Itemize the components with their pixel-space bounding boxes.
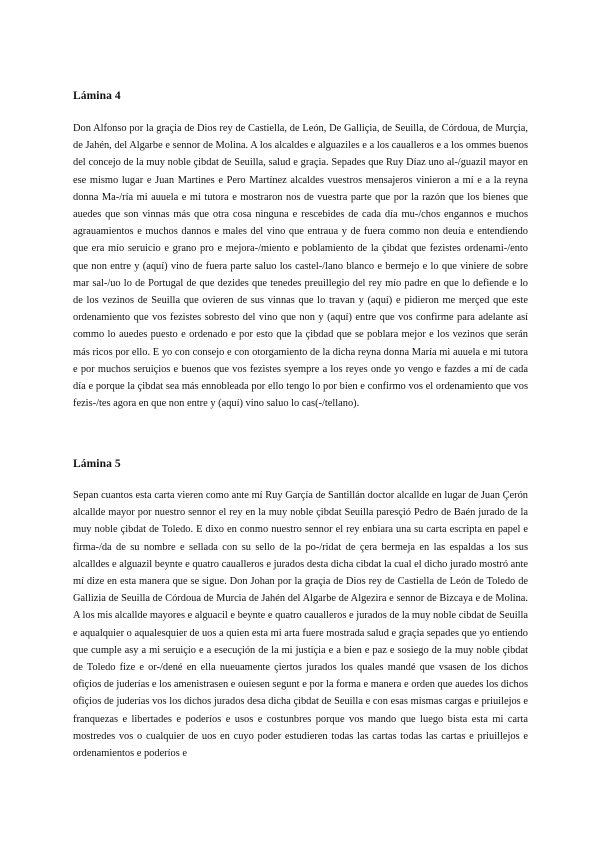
section-body-lamina-5: Sepan cuantos esta carta vieren como ante mí Ruy Garçía de Santillán doctor alcallde en lugar de Juan Çerón alcallde mayor por nuestro sennor el rey en la muy noble çibdat Seuilla paresçió Pedro de Baén jurado de la muy noble çibdat de Toledo. E dixo en conmo nuestro sennor el rey enbiara una su carta escripta en papel e firma-/da de su nombre e sellada con su sello de la po-/ridat de çera bermeja en las espaldas a los sus alcalldes e alguazil beynte e quatro caualleros e jurados desta dicha cibdat la cual el dicho jurado mostró ante mí dize en esta manera que se sigue. Don Johan por la graçia de Dios rey de Castiella de León de Toledo de Gallizia de Seuilla de Córdoua de Murcia de Jahén del Algarbe de Algezira e sennor de Bizcaya e de Molina. A los mis alcallde mayores e alguacil e beynte e quatro caualleros e jurados de la muy noble cibdat de Seuilla e aqualquier o aqualesquier de uos a quien esta mi arta fuere mostrada salud e graçia sepades que yo entiendo que cumple asy a mi seruiçio e a esecuçión de la mi justiçia e a bien e paz e sosiego de la muy noble çibdat de Toledo fize e or-/dené en ella nueuamente çiertos jurados los quales mandé que vsasen de los dichos ofiçios de juderías e los amenistrasen e ouiesen segunt e por la forma e manera e orden que auedes los dichos ofiçios de juderías vos los dichos jurados desa dicha çibdat de Seuilla e con esas mismas cargas e priuilejos e franquezas e libertades e poderíos e usos e costunbres porque vos mando que luego bista esta mi carta mostredes vos o cualquier de uos en cuyo poder estudieren todas las cartas todas las cartas e priuillejos e ordenamientos e poderíos e — [73, 490, 528, 760]
section-title-lamina-5: Lámina 5 — [73, 458, 121, 470]
section-title-lamina-4: Lámina 4 — [73, 90, 121, 102]
section-body-lamina-4: Don Alfonso por la graçia de Dios rey de Castiella, de León, De Galliçia, de Seuilla, de Córdoua, de Murçia, de Jahén, del Algarbe e sennor de Molina. A los alcaldes e alguaziles e a los caualleros e a los ommes buenos del concejo de la muy noble çibdat de Seuilla, salud e graçia. Sepades que Ruy Díaz uno al-/guazil mayor en ese mismo lugar e Juan Martines e Pero Martínez alcaldes vuestros mensajeros vinieron a mí e a la reyna donna Ma-/ría mi auuela e mi tutora e mostraron nos de vuestra parte que por la razón que los bienes que auedes que son vinnas más que otra cosa ninguna e rescebides de cada día mu-/chos engannos e muchos agrauamientos e muchos dannos e males del vino que entraua y de fuera commo non deuía e entendiendo que era mío seruicio e grano pro e mejora-/miento e poblamiento de la çibdat que fezistes ordenami-/ento que non entre y (aquí) vino de fuera parte saluo los castel-/lano blanco e bermejo e lo que viniere de sobre mar sal-/uo lo de Portugal de que dezides que tenedes preuillegio del rey mío padre en que lo defiende e lo de los vezinos de Seuilla que ovieren de sus vinnas que lo travan y (aquí) e pidieron me merçed que este ordenamiento que vos fezistes sobresto del vino que non y (aquí) entre que vos confirme para adelante así commo lo auedes puesto e ordenado e por esto que la çibdad que se poblara mejor e los vezinos que serán más ricos por ello. E yo con consejo e con otorgamiento de la dicha reyna donna María mi auuela e mi tutora e por muchos seruiçios e buenos que vos fezistes syempre a los reyes onde yo vengo e fazdes a mí de cada día e porque la çibdat sea más ennobleada por ello tengo lo por bien e confirmo vos el ordenamiento que vos fezis-/tes agora en que non entre y (aquí) vino saluo lo cas(-/tellano). — [73, 123, 528, 410]
